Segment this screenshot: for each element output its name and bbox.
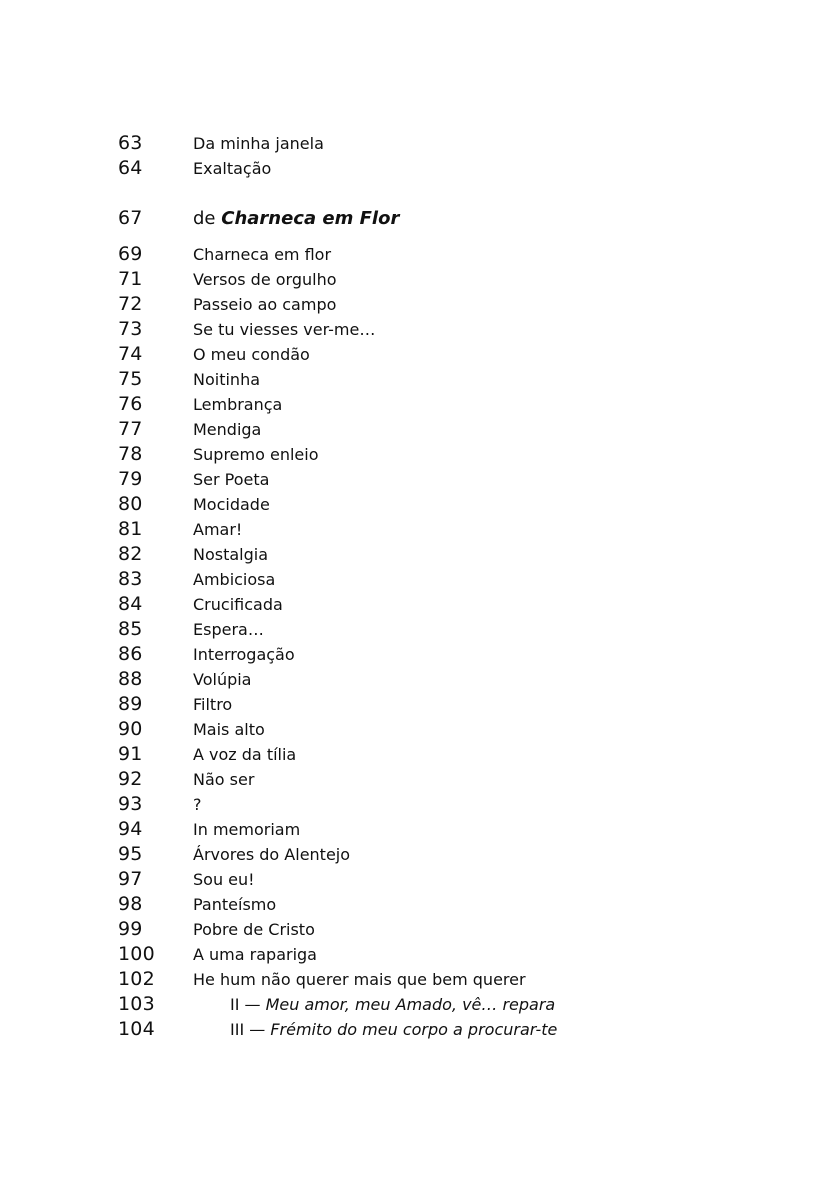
page-number: 91 xyxy=(118,743,143,765)
poem-title: Não ser xyxy=(193,770,255,789)
poem-title: Pobre de Cristo xyxy=(193,920,315,939)
page-number: 86 xyxy=(118,643,143,665)
toc-entry xyxy=(118,742,738,767)
page-number: 69 xyxy=(118,243,143,265)
toc-entry xyxy=(118,942,738,967)
toc-entry xyxy=(118,917,738,942)
poem-title: Da minha janela xyxy=(193,134,324,153)
toc-entry xyxy=(118,567,738,592)
page-number: 75 xyxy=(118,368,143,390)
toc-entry xyxy=(118,131,738,156)
toc-entry xyxy=(118,792,738,817)
poem-title: Panteísmo xyxy=(193,895,277,914)
toc-entry xyxy=(118,156,738,181)
page-number: 78 xyxy=(118,443,143,465)
section-prefix: de xyxy=(193,208,216,229)
toc-entry xyxy=(118,667,738,692)
page-number: 89 xyxy=(118,693,143,715)
toc-entry xyxy=(118,542,738,567)
page-number: 104 xyxy=(118,1018,155,1040)
page-number: 72 xyxy=(118,293,143,315)
poem-title: Nostalgia xyxy=(193,545,269,564)
poem-title: In memoriam xyxy=(193,820,301,839)
toc-entry xyxy=(118,442,738,467)
page-number: 74 xyxy=(118,343,143,365)
toc-entry xyxy=(118,692,738,717)
poem-title: Interrogação xyxy=(193,645,295,664)
toc-entry xyxy=(118,467,738,492)
sonnet-first-line: Meu amor, meu Amado, vê… repara xyxy=(265,995,556,1014)
poem-title: Lembrança xyxy=(193,395,283,414)
toc-entry xyxy=(118,242,738,267)
poem-title: Noitinha xyxy=(193,370,261,389)
poem-title: Se tu viesses ver-me… xyxy=(193,320,376,339)
poem-title: Passeio ao campo xyxy=(193,295,337,314)
toc-entry xyxy=(118,417,738,442)
page-number: 92 xyxy=(118,768,143,790)
sonnet-title xyxy=(230,992,555,1017)
page-number: 93 xyxy=(118,793,143,815)
toc-entry xyxy=(118,367,738,392)
poem-title: Volúpia xyxy=(193,670,252,689)
page-number: 77 xyxy=(118,418,143,440)
toc-entry xyxy=(118,517,738,542)
sonnet-title xyxy=(230,1017,557,1042)
toc-entry xyxy=(118,492,738,517)
toc-entry xyxy=(118,592,738,617)
page-number: 98 xyxy=(118,893,143,915)
poem-title: O meu condão xyxy=(193,345,310,364)
page-number: 100 xyxy=(118,943,155,965)
toc-entry xyxy=(118,267,738,292)
table-of-contents xyxy=(118,131,738,1042)
toc-entry xyxy=(118,342,738,367)
poem-title: Espera… xyxy=(193,620,264,639)
page-number: 81 xyxy=(118,518,143,540)
page-number: 79 xyxy=(118,468,143,490)
toc-entry xyxy=(118,392,738,417)
poem-title: Sou eu! xyxy=(193,870,255,889)
toc-entry xyxy=(118,867,738,892)
page-number: 97 xyxy=(118,868,143,890)
poem-title: Charneca em flor xyxy=(193,245,332,264)
page-number: 73 xyxy=(118,318,143,340)
page-number: 95 xyxy=(118,843,143,865)
poem-title: Supremo enleio xyxy=(193,445,319,464)
sonnet-numeral: II — xyxy=(230,995,261,1014)
toc-subentry xyxy=(118,1017,738,1042)
toc-entry xyxy=(118,292,738,317)
poem-title: Mendiga xyxy=(193,420,262,439)
page-number: 88 xyxy=(118,668,143,690)
page-number: 63 xyxy=(118,132,143,154)
poem-title: Mocidade xyxy=(193,495,270,514)
page-number: 80 xyxy=(118,493,143,515)
page-number: 84 xyxy=(118,593,143,615)
toc-entry xyxy=(118,817,738,842)
poem-title: Exaltação xyxy=(193,159,272,178)
poem-title: Crucificada xyxy=(193,595,283,614)
poem-title: Ambiciosa xyxy=(193,570,276,589)
page-number: 82 xyxy=(118,543,143,565)
page-number: 64 xyxy=(118,157,143,179)
toc-entry xyxy=(118,767,738,792)
entry-list xyxy=(118,242,738,992)
poem-title: A voz da tília xyxy=(193,745,297,764)
toc-entry xyxy=(118,967,738,992)
page-number: 83 xyxy=(118,568,143,590)
page-number: 90 xyxy=(118,718,143,740)
toc-subentry xyxy=(118,992,738,1017)
page-number: 99 xyxy=(118,918,143,940)
page-number: 94 xyxy=(118,818,143,840)
poem-title: He hum não querer mais que bem querer xyxy=(193,970,526,989)
toc-entry xyxy=(118,892,738,917)
poem-title: Ser Poeta xyxy=(193,470,270,489)
toc-entry xyxy=(118,617,738,642)
poem-title: Amar! xyxy=(193,520,243,539)
page-number: 71 xyxy=(118,268,143,290)
poem-title: Versos de orgulho xyxy=(193,270,337,289)
section-heading xyxy=(118,206,738,231)
sonnet-numeral: III — xyxy=(230,1020,266,1039)
poem-title: Filtro xyxy=(193,695,233,714)
toc-entry xyxy=(118,317,738,342)
poem-title: Árvores do Alentejo xyxy=(193,845,351,864)
page-number: 102 xyxy=(118,968,155,990)
toc-entry xyxy=(118,842,738,867)
page-number: 67 xyxy=(118,207,143,229)
toc-entry xyxy=(118,642,738,667)
poem-title: ? xyxy=(193,795,202,814)
page-number: 103 xyxy=(118,993,155,1015)
toc-entry xyxy=(118,717,738,742)
page-number: 76 xyxy=(118,393,143,415)
poem-title: Mais alto xyxy=(193,720,265,739)
sonnet-first-line: Frémito do meu corpo a procurar-te xyxy=(270,1020,558,1039)
section-title xyxy=(193,206,399,231)
page-number: 85 xyxy=(118,618,143,640)
poem-title: A uma rapariga xyxy=(193,945,317,964)
book-title: Charneca em Flor xyxy=(221,208,400,229)
